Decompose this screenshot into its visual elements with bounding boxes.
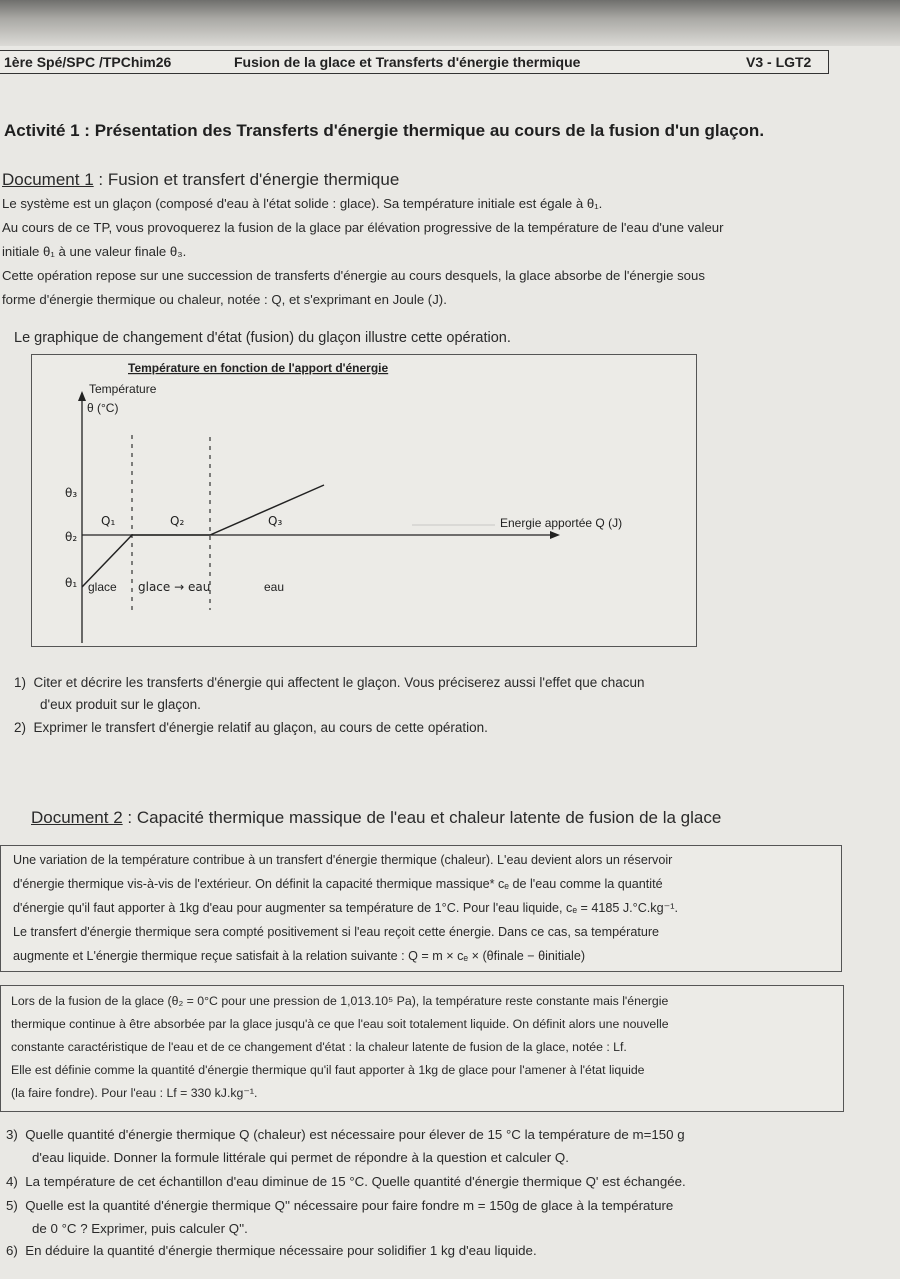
box2-line-5: (la faire fondre). Pour l'eau : Lf = 330 kJ.kg⁻¹. [11,1086,258,1100]
y-axis-label-1: Température [89,382,157,396]
question-1-num: 1) [14,675,27,690]
y-tick-theta1: θ₁ [65,576,78,590]
question-1-cont: d'eux produit sur le glaçon. [40,697,201,712]
phase-label-fusion: glace → eau [138,580,211,594]
box1-line-5: augmente et L'énergie thermique reçue satisfait à la relation suivante : Q = m × cₑ × (θfinale − θinitiale) [13,949,586,963]
doc1-label: Document 1 [2,170,94,189]
header-level: 1ère Spé/SPC /TPChim26 [4,54,172,70]
phase-label-glace: glace [88,580,117,594]
segment-label-q2: Q₂ [170,514,185,528]
doc2-title-rest: : Capacité thermique massique de l'eau et chaleur latente de fusion de la glace [122,808,722,827]
box1-line-3: d'énergie qu'il faut apporter à 1kg d'eau pour augmenter sa température de 1°C. Pour l'eau liquide, cₑ = 4185 J.°C.kg⁻¹. [13,901,678,915]
box1-line-2: d'énergie thermique vis-à-vis de l'extérieur. On définit la capacité thermique massique* cₑ de l'eau comme la quantité [13,877,663,891]
x-axis-label: Energie apportée Q (J) [500,516,623,530]
question-6 [6,1243,537,1258]
question-6-text: En déduire la quantité d'énergie thermique nécessaire pour solidifier 1 kg d'eau liquide. [25,1243,537,1258]
segment-label-q1: Q₁ [101,514,116,528]
chart-title: Température en fonction de l'apport d'énergie [128,361,389,375]
question-4-text: La température de cet échantillon d'eau diminue de 15 °C. Quelle quantité d'énergie thermique Q' est échangée. [25,1174,686,1189]
question-2 [14,720,488,735]
doc1-line-1: Le système est un glaçon (composé d'eau à l'état solide : glace). Sa température initiale est égale à θ₁. [2,196,603,211]
box2-line-2: thermique continue à être absorbée par la glace jusqu'à ce que l'eau soit totalement liquide. On définit alors une nouvelle [11,1017,669,1031]
fusion-chart [31,354,697,647]
question-4 [6,1174,686,1189]
doc1-line-4: Cette opération repose sur une succession de transferts d'énergie au cours desquels, la glace absorbe de l'énergie sous [2,268,705,283]
box1-line-1: Une variation de la température contribue à un transfert d'énergie thermique (chaleur). L'eau devient alors un réservoir [13,853,673,867]
doc2-box-2 [0,985,844,1112]
y-axis-arrow [78,391,86,401]
temperature-curve [82,485,324,587]
header-title: Fusion de la glace et Transferts d'énergie thermique [234,54,581,70]
doc1-line-5: forme d'énergie thermique ou chaleur, notée : Q, et s'exprimant en Joule (J). [2,292,447,307]
doc1-title-rest: : Fusion et transfert d'énergie thermique [93,170,400,189]
question-3-cont: d'eau liquide. Donner la formule littérale qui permet de répondre à la question et calculer Q. [32,1150,569,1165]
box2-line-3: constante caractéristique de l'eau et de ce changement d'état : la chaleur latente de fusion de la glace, notée : Lf. [11,1040,627,1054]
question-1-text: Citer et décrire les transferts d'énergie qui affectent le glaçon. Vous préciserez aussi l'effet que chacun [33,675,645,690]
question-5 [6,1198,673,1213]
worksheet-header [0,50,829,74]
question-3-text: Quelle quantité d'énergie thermique Q (chaleur) est nécessaire pour élever de 15 °C la température de m=150 g [25,1127,685,1142]
doc1-line-2: Au cours de ce TP, vous provoquerez la fusion de la glace par élévation progressive de la température de l'eau d'une valeur [2,220,724,235]
question-5-num: 5) [6,1198,18,1213]
header-version: V3 - LGT2 [746,54,812,70]
phase-label-eau: eau [264,580,285,594]
question-4-num: 4) [6,1174,18,1189]
y-tick-theta3: θ₃ [65,486,78,500]
question-1 [14,675,645,690]
activity-title: Activité 1 : Présentation des Transferts d'énergie thermique au cours de la fusion d'un glaçon. [4,121,765,140]
doc2-title [31,808,721,828]
question-3 [6,1127,685,1142]
question-5-cont: de 0 °C ? Exprimer, puis calculer Q''. [32,1221,248,1236]
question-5-text: Quelle est la quantité d'énergie thermique Q'' nécessaire pour faire fondre m = 150g de glace à la température [25,1198,674,1213]
graph-intro: Le graphique de changement d'état (fusion) du glaçon illustre cette opération. [14,330,511,346]
y-tick-theta2: θ₂ [65,530,78,544]
box1-line-4: Le transfert d'énergie thermique sera compté positivement si l'eau reçoit cette énergie. Dans ce cas, sa température [13,925,660,939]
chart-svg [32,355,696,646]
question-2-text: Exprimer le transfert d'énergie relatif au glaçon, au cours de cette opération. [33,720,488,735]
y-axis-label-2: θ (°C) [87,401,119,415]
box2-line-1: Lors de la fusion de la glace (θ₂ = 0°C pour une pression de 1,013.10⁵ Pa), la température reste constante mais l'énergie [11,994,669,1008]
box2-line-4: Elle est définie comme la quantité d'énergie thermique qu'il faut apporter à 1kg de glace pour l'amener à l'état liquide [11,1063,645,1077]
doc1-title [2,170,399,190]
segment-label-q3: Q₃ [268,514,283,528]
question-6-num: 6) [6,1243,18,1258]
x-axis-arrow [550,531,560,539]
question-3-num: 3) [6,1127,18,1142]
doc2-box-1 [0,845,842,972]
doc2-label: Document 2 [31,808,123,827]
question-2-num: 2) [14,720,27,735]
doc1-line-3: initiale θ₁ à une valeur finale θ₃. [2,244,187,259]
